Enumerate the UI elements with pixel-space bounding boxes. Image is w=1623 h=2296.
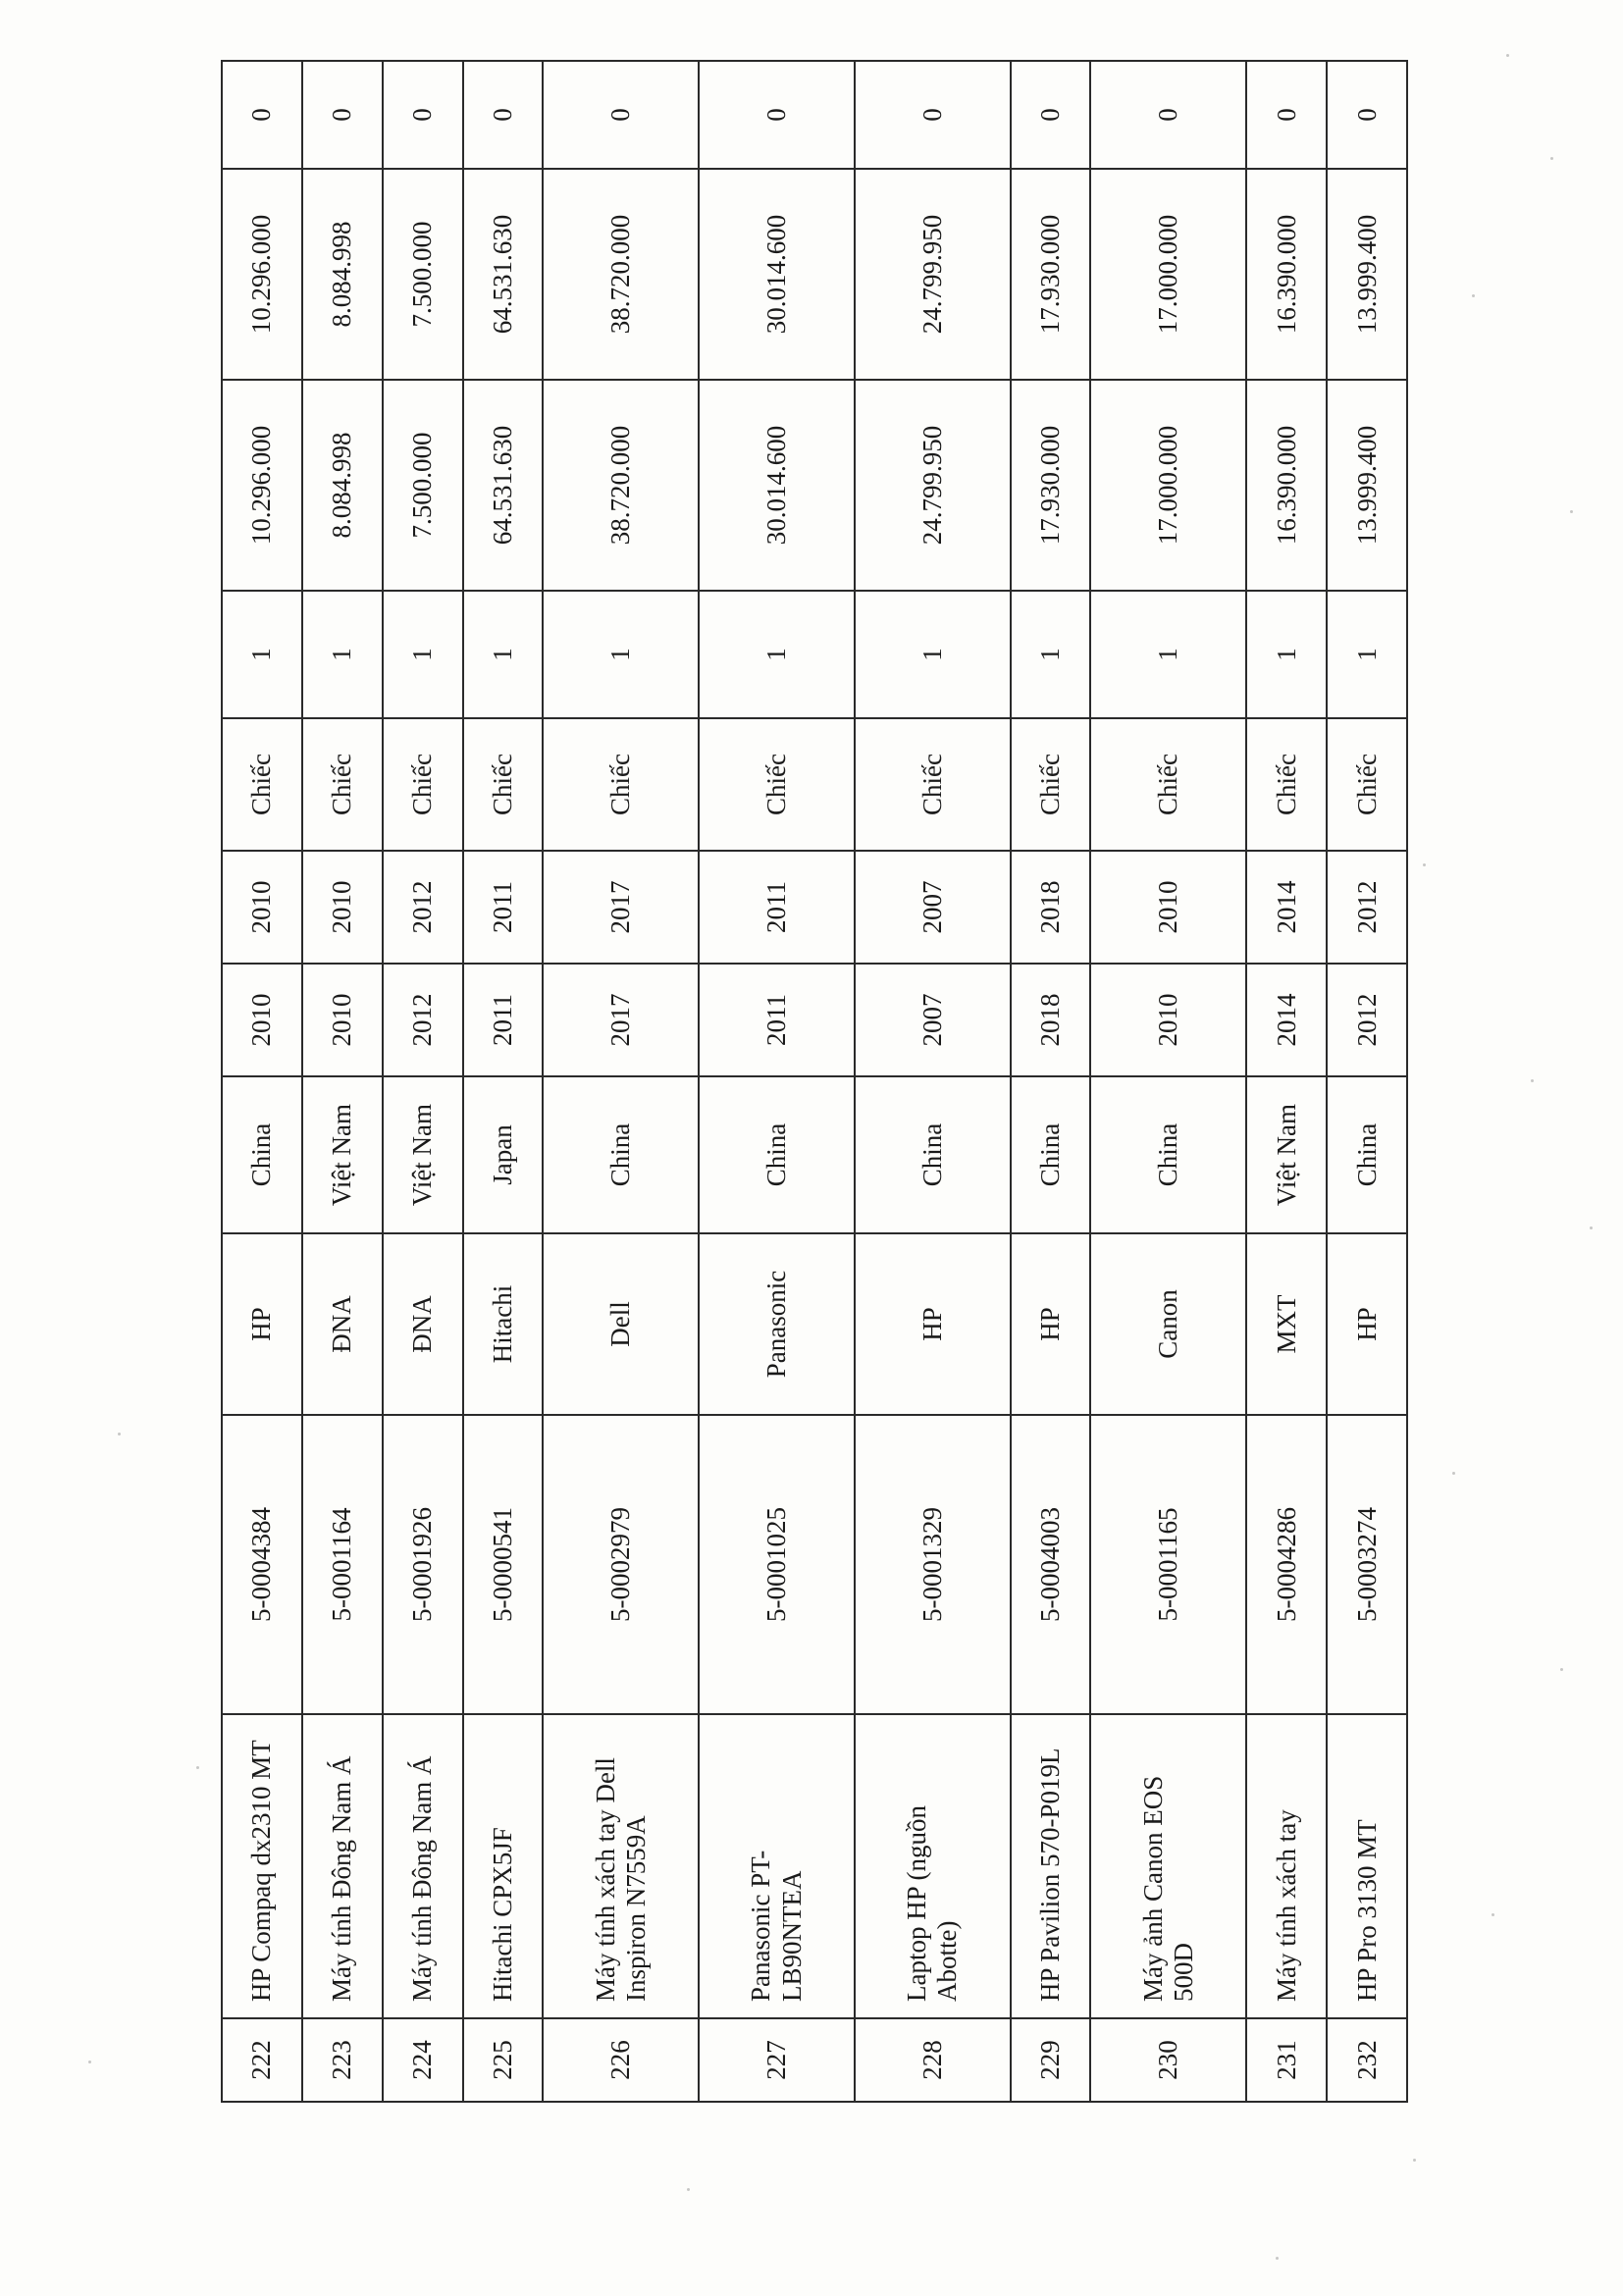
year-used-cell: 2011 [699, 851, 855, 964]
table-row [1246, 61, 1327, 2102]
origin-cell: Japan [463, 1076, 544, 1233]
total-cell: 13.999.400 [1327, 169, 1407, 380]
row-number-cell: 229 [1011, 2018, 1091, 2102]
remaining-value-cell: 0 [699, 61, 855, 169]
row-number-cell: 231 [1246, 2018, 1327, 2102]
quantity-cell: 1 [543, 591, 699, 718]
year-used-cell: 2011 [463, 851, 544, 964]
table-row [543, 61, 699, 2102]
origin-cell: China [699, 1076, 855, 1233]
unit-cell: Chiếc [1090, 718, 1246, 851]
asset-code-cell: 5-0002979 [543, 1415, 699, 1714]
scan-speck [1276, 2257, 1279, 2260]
unit-cell: Chiếc [463, 718, 544, 851]
table-row [699, 61, 855, 2102]
total-cell: 16.390.000 [1246, 169, 1327, 380]
rotated-table-wrapper [221, 62, 1408, 2103]
quantity-cell: 1 [222, 591, 302, 718]
remaining-value-cell: 0 [302, 61, 383, 169]
value-cell: 16.390.000 [1246, 380, 1327, 591]
scan-speck [88, 2061, 91, 2063]
asset-name-cell: Máy ảnh Canon EOS 500D [1090, 1714, 1246, 2018]
value-cell: 7.500.000 [383, 380, 463, 591]
year-used-cell: 2007 [855, 851, 1011, 964]
asset-name-cell: HP Pro 3130 MT [1327, 1714, 1407, 2018]
origin-cell: China [543, 1076, 699, 1233]
year-made-cell: 2012 [383, 964, 463, 1076]
unit-cell: Chiếc [855, 718, 1011, 851]
year-used-cell: 2010 [302, 851, 383, 964]
year-made-cell: 2014 [1246, 964, 1327, 1076]
asset-name-cell: Panasonic PT-LB90NTEA [699, 1714, 855, 2018]
quantity-cell: 1 [463, 591, 544, 718]
brand-cell: ĐNA [302, 1233, 383, 1415]
row-number-cell: 224 [383, 2018, 463, 2102]
remaining-value-cell: 0 [1011, 61, 1091, 169]
asset-name-cell: HP Compaq dx2310 MT [222, 1714, 302, 2018]
brand-cell: HP [1011, 1233, 1091, 1415]
row-number-cell: 228 [855, 2018, 1011, 2102]
asset-code-cell: 5-0004384 [222, 1415, 302, 1714]
year-made-cell: 2018 [1011, 964, 1091, 1076]
asset-code-cell: 5-0001164 [302, 1415, 383, 1714]
brand-cell: Hitachi [463, 1233, 544, 1415]
asset-table [221, 60, 1408, 2103]
total-cell: 8.084.998 [302, 169, 383, 380]
asset-code-cell: 5-0004003 [1011, 1415, 1091, 1714]
total-cell: 7.500.000 [383, 169, 463, 380]
scan-speck [1413, 2159, 1416, 2162]
scan-speck [1452, 1472, 1455, 1475]
value-cell: 8.084.998 [302, 380, 383, 591]
row-number-cell: 232 [1327, 2018, 1407, 2102]
quantity-cell: 1 [1011, 591, 1091, 718]
value-cell: 13.999.400 [1327, 380, 1407, 591]
remaining-value-cell: 0 [855, 61, 1011, 169]
table-row [1327, 61, 1407, 2102]
total-cell: 64.531.630 [463, 169, 544, 380]
unit-cell: Chiếc [1246, 718, 1327, 851]
value-cell: 17.000.000 [1090, 380, 1246, 591]
year-made-cell: 2010 [222, 964, 302, 1076]
brand-cell: HP [1327, 1233, 1407, 1415]
asset-name-cell: HP Pavilion 570-P019L [1011, 1714, 1091, 2018]
scan-speck [1492, 1913, 1494, 1916]
table-row [855, 61, 1011, 2102]
year-used-cell: 2010 [1090, 851, 1246, 964]
remaining-value-cell: 0 [463, 61, 544, 169]
year-made-cell: 2017 [543, 964, 699, 1076]
row-number-cell: 226 [543, 2018, 699, 2102]
scan-speck [1472, 294, 1475, 297]
unit-cell: Chiếc [302, 718, 383, 851]
scan-speck [118, 1433, 121, 1435]
table-row [302, 61, 383, 2102]
origin-cell: Việt Nam [383, 1076, 463, 1233]
remaining-value-cell: 0 [1327, 61, 1407, 169]
brand-cell: Dell [543, 1233, 699, 1415]
value-cell: 10.296.000 [222, 380, 302, 591]
asset-code-cell: 5-0001926 [383, 1415, 463, 1714]
asset-code-cell: 5-0003274 [1327, 1415, 1407, 1714]
asset-code-cell: 5-0001329 [855, 1415, 1011, 1714]
brand-cell: HP [855, 1233, 1011, 1415]
origin-cell: Việt Nam [302, 1076, 383, 1233]
year-made-cell: 2012 [1327, 964, 1407, 1076]
total-cell: 38.720.000 [543, 169, 699, 380]
unit-cell: Chiếc [1327, 718, 1407, 851]
year-made-cell: 2007 [855, 964, 1011, 1076]
row-number-cell: 222 [222, 2018, 302, 2102]
quantity-cell: 1 [302, 591, 383, 718]
year-used-cell: 2010 [222, 851, 302, 964]
year-made-cell: 2010 [302, 964, 383, 1076]
asset-code-cell: 5-0004286 [1246, 1415, 1327, 1714]
origin-cell: China [855, 1076, 1011, 1233]
quantity-cell: 1 [699, 591, 855, 718]
brand-cell: Canon [1090, 1233, 1246, 1415]
year-made-cell: 2011 [463, 964, 544, 1076]
total-cell: 30.014.600 [699, 169, 855, 380]
row-number-cell: 223 [302, 2018, 383, 2102]
year-used-cell: 2012 [1327, 851, 1407, 964]
origin-cell: Việt Nam [1246, 1076, 1327, 1233]
brand-cell: MXT [1246, 1233, 1327, 1415]
remaining-value-cell: 0 [222, 61, 302, 169]
asset-code-cell: 5-0001165 [1090, 1415, 1246, 1714]
unit-cell: Chiếc [543, 718, 699, 851]
origin-cell: China [222, 1076, 302, 1233]
asset-name-cell: Máy tính Đông Nam Á [302, 1714, 383, 2018]
remaining-value-cell: 0 [383, 61, 463, 169]
remaining-value-cell: 0 [1090, 61, 1246, 169]
asset-name-cell: Hitachi CPX5JF [463, 1714, 544, 2018]
quantity-cell: 1 [383, 591, 463, 718]
brand-cell: HP [222, 1233, 302, 1415]
value-cell: 24.799.950 [855, 380, 1011, 591]
origin-cell: China [1327, 1076, 1407, 1233]
asset-name-cell: Máy tính xách tay [1246, 1714, 1327, 2018]
year-used-cell: 2014 [1246, 851, 1327, 964]
unit-cell: Chiếc [222, 718, 302, 851]
scan-speck [1560, 1668, 1563, 1671]
remaining-value-cell: 0 [543, 61, 699, 169]
year-used-cell: 2018 [1011, 851, 1091, 964]
origin-cell: China [1090, 1076, 1246, 1233]
row-number-cell: 227 [699, 2018, 855, 2102]
row-number-cell: 230 [1090, 2018, 1246, 2102]
value-cell: 30.014.600 [699, 380, 855, 591]
asset-name-cell: Máy tính xách tay Dell Inspiron N7559A [543, 1714, 699, 2018]
value-cell: 64.531.630 [463, 380, 544, 591]
scan-speck [196, 1766, 199, 1769]
brand-cell: Panasonic [699, 1233, 855, 1415]
asset-code-cell: 5-0000541 [463, 1415, 544, 1714]
total-cell: 17.000.000 [1090, 169, 1246, 380]
remaining-value-cell: 0 [1246, 61, 1327, 169]
asset-name-cell: Máy tính Đông Nam Á [383, 1714, 463, 2018]
scan-speck [1531, 1079, 1534, 1082]
scan-speck [1550, 157, 1553, 160]
table-row [222, 61, 302, 2102]
quantity-cell: 1 [855, 591, 1011, 718]
unit-cell: Chiếc [1011, 718, 1091, 851]
brand-cell: ĐNA [383, 1233, 463, 1415]
total-cell: 24.799.950 [855, 169, 1011, 380]
table-row [1011, 61, 1091, 2102]
total-cell: 17.930.000 [1011, 169, 1091, 380]
scan-speck [1590, 1226, 1593, 1229]
total-cell: 10.296.000 [222, 169, 302, 380]
origin-cell: China [1011, 1076, 1091, 1233]
quantity-cell: 1 [1090, 591, 1246, 718]
year-made-cell: 2010 [1090, 964, 1246, 1076]
year-made-cell: 2011 [699, 964, 855, 1076]
value-cell: 38.720.000 [543, 380, 699, 591]
scan-speck [687, 2188, 690, 2191]
scan-speck [1570, 510, 1573, 513]
value-cell: 17.930.000 [1011, 380, 1091, 591]
unit-cell: Chiếc [699, 718, 855, 851]
unit-cell: Chiếc [383, 718, 463, 851]
year-used-cell: 2017 [543, 851, 699, 964]
table-row [383, 61, 463, 2102]
row-number-cell: 225 [463, 2018, 544, 2102]
scan-speck [1423, 863, 1426, 866]
asset-table-body [222, 61, 1407, 2102]
scan-speck [1506, 54, 1509, 57]
year-used-cell: 2012 [383, 851, 463, 964]
table-row [1090, 61, 1246, 2102]
quantity-cell: 1 [1327, 591, 1407, 718]
quantity-cell: 1 [1246, 591, 1327, 718]
table-row [463, 61, 544, 2102]
asset-code-cell: 5-0001025 [699, 1415, 855, 1714]
asset-name-cell: Laptop HP (nguồn Abotte) [855, 1714, 1011, 2018]
